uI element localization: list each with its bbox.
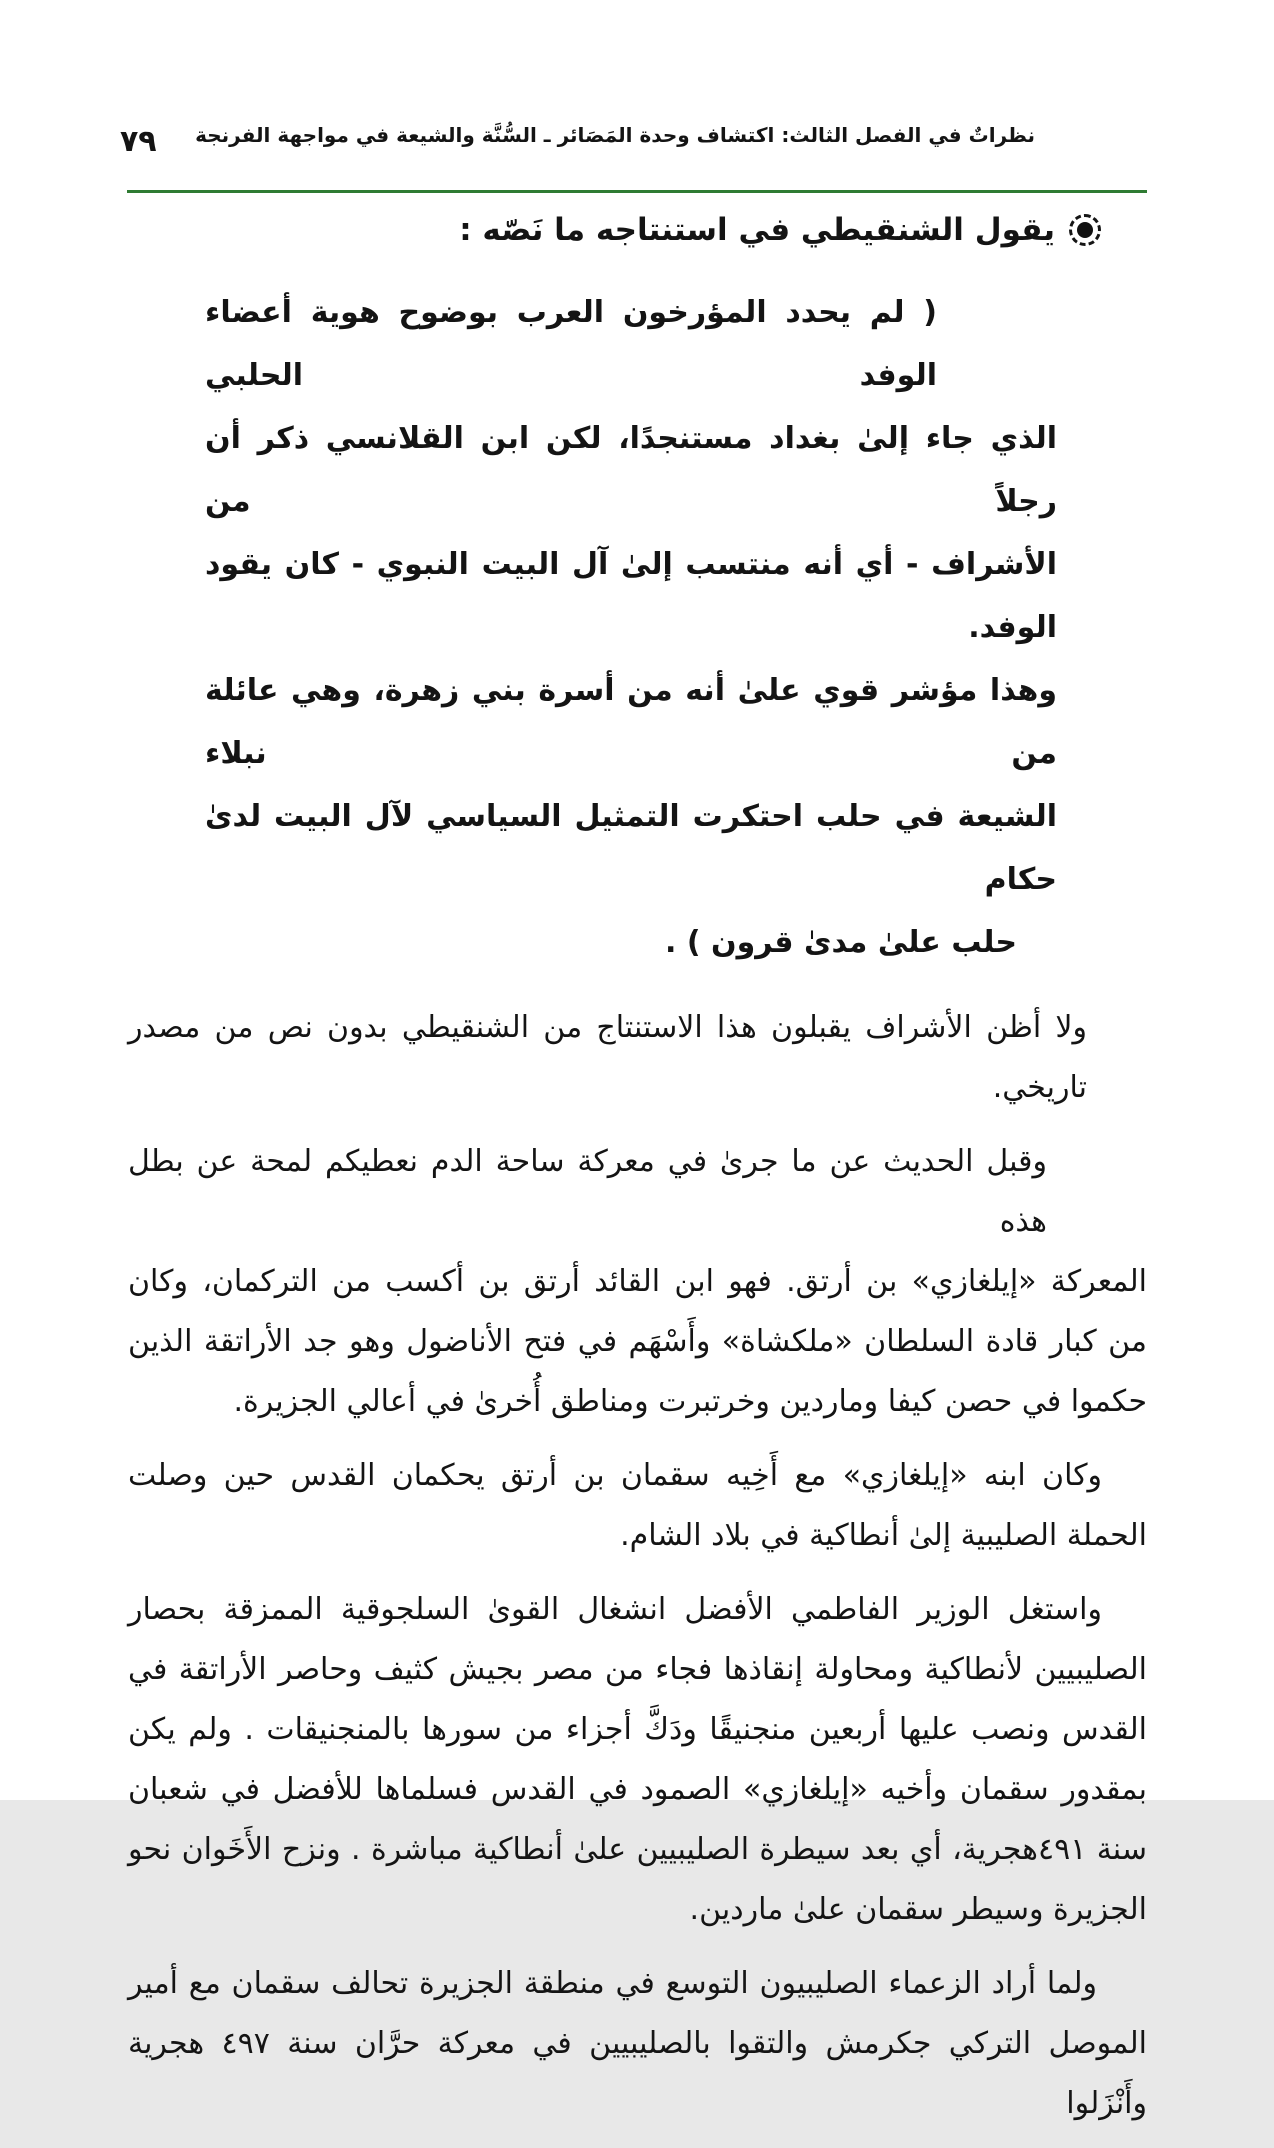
- paragraph: [128, 1132, 1147, 1432]
- text-line: من كبار قادة السلطان «ملكشاة» وأَسْهَم في فتح الأناضول وهو جد الأراتقة الذين: [128, 1324, 1147, 1359]
- section-heading-row: [128, 205, 1147, 255]
- page-number: ٧٩: [120, 124, 157, 159]
- block-quote: [205, 281, 1057, 974]
- running-header: نظراتٌ في الفصل الثالث: اكتشاف وحدة المَصَائر ـ السُّنَّة والشيعة في مواجهة الفرنجة: [195, 123, 1035, 147]
- header-divider-rule: [127, 190, 1147, 193]
- page-body: [128, 205, 1147, 2148]
- text-line: بمقدور سقمان وأخيه «إيلغازي» الصمود في القدس فسلماها للأفضل في شعبان: [128, 1772, 1147, 1807]
- text-line: ولما أراد الزعماء الصليبيون التوسع في منطقة الجزيرة تحالف سقمان مع أمير: [128, 1966, 1097, 2001]
- text-line: حكموا في حصن كيفا وماردين وخرتبرت ومناطق أُخرىٰ في أعالي الجزيرة.: [233, 1384, 1147, 1419]
- text-line: الصليبيين لأنطاكية ومحاولة إنقاذها فجاء من مصر بجيش كثيف وحاصر الأراتقة في: [128, 1652, 1147, 1687]
- paragraphs: [128, 998, 1147, 2134]
- text-line: وقبل الحديث عن ما جرىٰ في معركة ساحة الدم نعطيكم لمحة عن بطل هذه: [128, 1144, 1047, 1239]
- text-line: الشيعة في حلب احتكرت التمثيل السياسي لآل البيت لدىٰ حكام: [205, 799, 1057, 897]
- text-line: وكان ابنه «إيلغازي» مع أَخِيه سقمان بن أرتق يحكمان القدس حين وصلت: [128, 1458, 1102, 1493]
- paragraph: [128, 1954, 1147, 2134]
- section-heading: يقول الشنقيطي في استنتاجه ما نَصّه :: [459, 212, 1055, 248]
- text-line: الجزيرة وسيطر سقمان علىٰ ماردين.: [689, 1892, 1147, 1927]
- text-line: وهذا مؤشر قوي علىٰ أنه من أسرة بني زهرة، وهي عائلة من نبلاء: [205, 673, 1057, 771]
- paragraph: [128, 1580, 1147, 1940]
- text-line: سنة ٤٩١هجرية، أي بعد سيطرة الصليبيين علىٰ أنطاكية مباشرة . ونزح الأَخَوان نحو: [128, 1832, 1147, 1867]
- text-line: الموصل التركي جكرمش والتقوا بالصليبيين في معركة حرَّان سنة ٤٩٧ هجرية وأَنْزَلوا: [128, 2026, 1147, 2121]
- text-line: المعركة «إيلغازي» بن أرتق. فهو ابن القائد أرتق بن أكسب من التركمان، وكان: [128, 1264, 1147, 1299]
- text-line: واستغل الوزير الفاطمي الأفضل انشغال القوىٰ السلجوقية الممزقة بحصار: [128, 1592, 1102, 1627]
- text-line: الذي جاء إلىٰ بغداد مستنجدًا، لكن ابن القلانسي ذكر أن رجلاً من: [205, 421, 1057, 519]
- dotted-circle-bullet-icon: [1069, 214, 1101, 246]
- text-line: الحملة الصليبية إلىٰ أنطاكية في بلاد الشام.: [620, 1518, 1147, 1553]
- text-line: القدس ونصب عليها أربعين منجنيقًا ودَكَّ أجزاء من سورها بالمنجنيقات . ولم يكن: [128, 1712, 1147, 1747]
- text-line: الأشراف - أي أنه منتسب إلىٰ آل البيت النبوي - كان يقود الوفد.: [205, 547, 1057, 645]
- paragraph: [128, 1446, 1147, 1566]
- text-line: حلب علىٰ مدىٰ قرون ) .: [664, 925, 1017, 960]
- paragraph: [128, 998, 1147, 1118]
- text-line: ( لم يحدد المؤرخون العرب بوضوح هوية أعضاء الوفد الحلبي: [205, 295, 937, 393]
- text-line: ولا أظن الأشراف يقبلون هذا الاستنتاج من الشنقيطي بدون نص من مصدر تاريخي.: [128, 1010, 1087, 1105]
